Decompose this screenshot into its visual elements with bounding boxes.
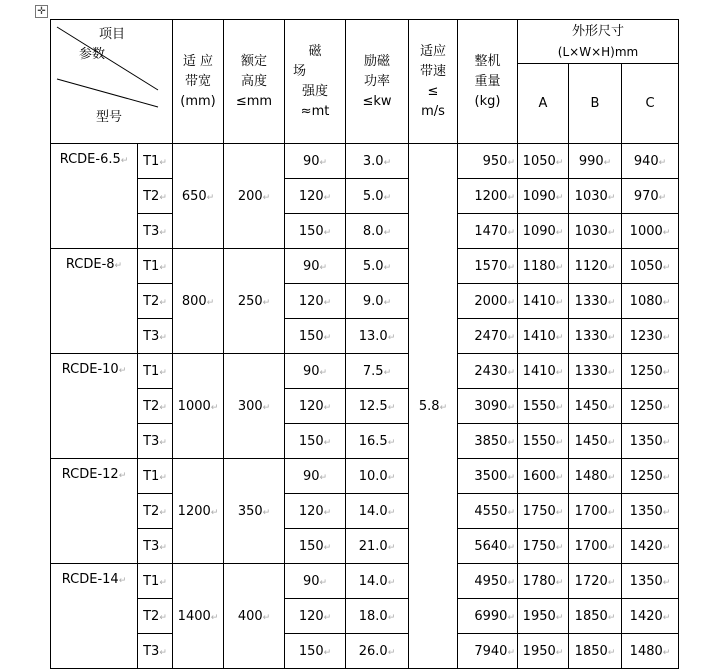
power-cell: 14.0 ↵ [346, 494, 409, 529]
dim-a-cell: 1050 ↵ [518, 144, 569, 179]
power-cell: 10.0 ↵ [346, 459, 409, 494]
type-cell: T2 ↵ [138, 494, 173, 529]
table-row [51, 529, 679, 564]
weight-cell: 3090 ↵ [458, 389, 518, 424]
dim-c-cell: 1250 ↵ [622, 354, 679, 389]
header-height: 额定 高度 ≤mm [224, 20, 285, 144]
weight-cell: 4550 ↵ [458, 494, 518, 529]
dim-a-cell: 1410 ↵ [518, 284, 569, 319]
dim-c-cell: 940 ↵ [622, 144, 679, 179]
type-cell: T3 ↵ [138, 214, 173, 249]
dim-c-cell: 1350 ↵ [622, 494, 679, 529]
header-dimensions: 外形尺寸 (L×W×H)mm [518, 20, 679, 64]
field-strength-cell: 90 ↵ [285, 459, 346, 494]
weight-cell: 6990 ↵ [458, 599, 518, 634]
dim-a-cell: 1090 ↵ [518, 214, 569, 249]
field-strength-cell: 90 ↵ [285, 354, 346, 389]
table-row [51, 354, 679, 389]
dim-c-cell: 1230 ↵ [622, 319, 679, 354]
power-cell: 5.0 ↵ [346, 249, 409, 284]
table-row [51, 459, 679, 494]
dim-b-cell: 1450 ↵ [569, 389, 622, 424]
table-row [51, 564, 679, 599]
field-strength-cell: 150 ↵ [285, 529, 346, 564]
model-cell: RCDE-14 ↵ [51, 564, 138, 669]
dim-c-cell: 1000 ↵ [622, 214, 679, 249]
power-cell: 13.0 ↵ [346, 319, 409, 354]
dim-a-cell: 1090 ↵ [518, 179, 569, 214]
field-strength-cell: 150 ↵ [285, 634, 346, 669]
dim-c-cell: 970 ↵ [622, 179, 679, 214]
dim-a-cell: 1600 ↵ [518, 459, 569, 494]
header-field-strength: 磁 场 强度 ≈mt [285, 20, 346, 144]
dim-b-cell: 1030 ↵ [569, 214, 622, 249]
type-cell: T3 ↵ [138, 529, 173, 564]
table-row [51, 494, 679, 529]
dim-b-cell: 990 ↵ [569, 144, 622, 179]
type-cell: T3 ↵ [138, 424, 173, 459]
weight-cell: 1200 ↵ [458, 179, 518, 214]
power-cell: 18.0 ↵ [346, 599, 409, 634]
header-param-label: 参数 [79, 47, 106, 62]
type-cell: T2 ↵ [138, 599, 173, 634]
dim-a-cell: 1750 ↵ [518, 529, 569, 564]
power-cell: 5.0 ↵ [346, 179, 409, 214]
dim-b-cell: 1120 ↵ [569, 249, 622, 284]
height-cell: 200 ↵ [224, 144, 285, 249]
dim-a-cell: 1410 ↵ [518, 354, 569, 389]
dim-c-cell: 1080 ↵ [622, 284, 679, 319]
belt-width-cell: 1400 ↵ [173, 564, 224, 669]
dim-a-cell: 1950 ↵ [518, 634, 569, 669]
power-cell: 8.0 ↵ [346, 214, 409, 249]
dim-b-cell: 1480 ↵ [569, 459, 622, 494]
dim-b-cell: 1850 ↵ [569, 599, 622, 634]
header-speed: 适应 带速 ≤ m/s [409, 20, 458, 144]
weight-cell: 3500 ↵ [458, 459, 518, 494]
weight-cell: 7940 ↵ [458, 634, 518, 669]
dim-a-cell: 1410 ↵ [518, 319, 569, 354]
field-strength-cell: 90 ↵ [285, 249, 346, 284]
field-strength-cell: 120 ↵ [285, 494, 346, 529]
weight-cell: 950 ↵ [458, 144, 518, 179]
dim-b-cell: 1450 ↵ [569, 424, 622, 459]
power-cell: 3.0 ↵ [346, 144, 409, 179]
table-row [51, 599, 679, 634]
height-cell: 250 ↵ [224, 249, 285, 354]
dim-c-cell: 1480 ↵ [622, 634, 679, 669]
spec-table [50, 19, 679, 669]
dim-a-cell: 1750 ↵ [518, 494, 569, 529]
type-cell: T3 ↵ [138, 634, 173, 669]
dim-c-cell: 1350 ↵ [622, 424, 679, 459]
power-cell: 16.5 ↵ [346, 424, 409, 459]
dim-b-cell: 1850 ↵ [569, 634, 622, 669]
dim-b-cell: 1030 ↵ [569, 179, 622, 214]
type-cell: T1 ↵ [138, 354, 173, 389]
belt-width-cell: 1200 ↵ [173, 459, 224, 564]
weight-cell: 4950 ↵ [458, 564, 518, 599]
header-weight: 整机 重量 (kg) [458, 20, 518, 144]
model-cell: RCDE-12 ↵ [51, 459, 138, 564]
table-row [51, 389, 679, 424]
power-cell: 21.0 ↵ [346, 529, 409, 564]
field-strength-cell: 90 ↵ [285, 564, 346, 599]
field-strength-cell: 150 ↵ [285, 424, 346, 459]
weight-cell: 1570 ↵ [458, 249, 518, 284]
dim-c-cell: 1250 ↵ [622, 389, 679, 424]
dim-b-cell: 1720 ↵ [569, 564, 622, 599]
dim-a-cell: 1780 ↵ [518, 564, 569, 599]
model-cell: RCDE-6.5 ↵ [51, 144, 138, 249]
table-row [51, 634, 679, 669]
header-model-label: 型号 [96, 110, 123, 125]
weight-cell: 5640 ↵ [458, 529, 518, 564]
header-item-label: 项目 [99, 27, 126, 42]
height-cell: 350 ↵ [224, 459, 285, 564]
weight-cell: 1470 ↵ [458, 214, 518, 249]
dim-c-cell: 1420 ↵ [622, 529, 679, 564]
field-strength-cell: 120 ↵ [285, 599, 346, 634]
type-cell: T2 ↵ [138, 179, 173, 214]
model-cell: RCDE-8 ↵ [51, 249, 138, 354]
table-move-handle-icon[interactable]: ✛ [35, 5, 48, 18]
table-row [51, 214, 679, 249]
header-dim-c: C [622, 64, 679, 144]
dim-a-cell: 1950 ↵ [518, 599, 569, 634]
dim-b-cell: 1330 ↵ [569, 354, 622, 389]
dim-c-cell: 1050 ↵ [622, 249, 679, 284]
height-cell: 300 ↵ [224, 354, 285, 459]
belt-width-cell: 650 ↵ [173, 144, 224, 249]
diagonal-header-cell [51, 20, 173, 144]
belt-width-cell: 800 ↵ [173, 249, 224, 354]
table-row [51, 284, 679, 319]
field-strength-cell: 90 ↵ [285, 144, 346, 179]
dim-a-cell: 1180 ↵ [518, 249, 569, 284]
weight-cell: 2430 ↵ [458, 354, 518, 389]
power-cell: 14.0 ↵ [346, 564, 409, 599]
height-cell: 400 ↵ [224, 564, 285, 669]
header-belt-width: 适 应 带宽 (mm) [173, 20, 224, 144]
type-cell: T1 ↵ [138, 564, 173, 599]
type-cell: T1 ↵ [138, 459, 173, 494]
field-strength-cell: 120 ↵ [285, 179, 346, 214]
type-cell: T2 ↵ [138, 284, 173, 319]
weight-cell: 3850 ↵ [458, 424, 518, 459]
belt-width-cell: 1000 ↵ [173, 354, 224, 459]
model-cell: RCDE-10 ↵ [51, 354, 138, 459]
dim-b-cell: 1700 ↵ [569, 494, 622, 529]
table-row [51, 319, 679, 354]
header-dim-a: A [518, 64, 569, 144]
weight-cell: 2470 ↵ [458, 319, 518, 354]
dim-a-cell: 1550 ↵ [518, 424, 569, 459]
header-dim-b: B [569, 64, 622, 144]
table-row [51, 249, 679, 284]
power-cell: 7.5 ↵ [346, 354, 409, 389]
header-power: 励磁 功率 ≤kw [346, 20, 409, 144]
type-cell: T1 ↵ [138, 144, 173, 179]
weight-cell: 2000 ↵ [458, 284, 518, 319]
field-strength-cell: 120 ↵ [285, 284, 346, 319]
dim-b-cell: 1700 ↵ [569, 529, 622, 564]
type-cell: T1 ↵ [138, 249, 173, 284]
table-row [51, 179, 679, 214]
field-strength-cell: 150 ↵ [285, 319, 346, 354]
dim-b-cell: 1330 ↵ [569, 284, 622, 319]
dim-c-cell: 1420 ↵ [622, 599, 679, 634]
speed-cell: 5.8 ↵ [409, 144, 458, 669]
power-cell: 26.0 ↵ [346, 634, 409, 669]
type-cell: T2 ↵ [138, 389, 173, 424]
dim-b-cell: 1330 ↵ [569, 319, 622, 354]
dim-c-cell: 1350 ↵ [622, 564, 679, 599]
field-strength-cell: 150 ↵ [285, 214, 346, 249]
field-strength-cell: 120 ↵ [285, 389, 346, 424]
dim-a-cell: 1550 ↵ [518, 389, 569, 424]
type-cell: T3 ↵ [138, 319, 173, 354]
power-cell: 12.5 ↵ [346, 389, 409, 424]
power-cell: 9.0 ↵ [346, 284, 409, 319]
dim-c-cell: 1250 ↵ [622, 459, 679, 494]
table-row [51, 144, 679, 179]
table-row [51, 424, 679, 459]
